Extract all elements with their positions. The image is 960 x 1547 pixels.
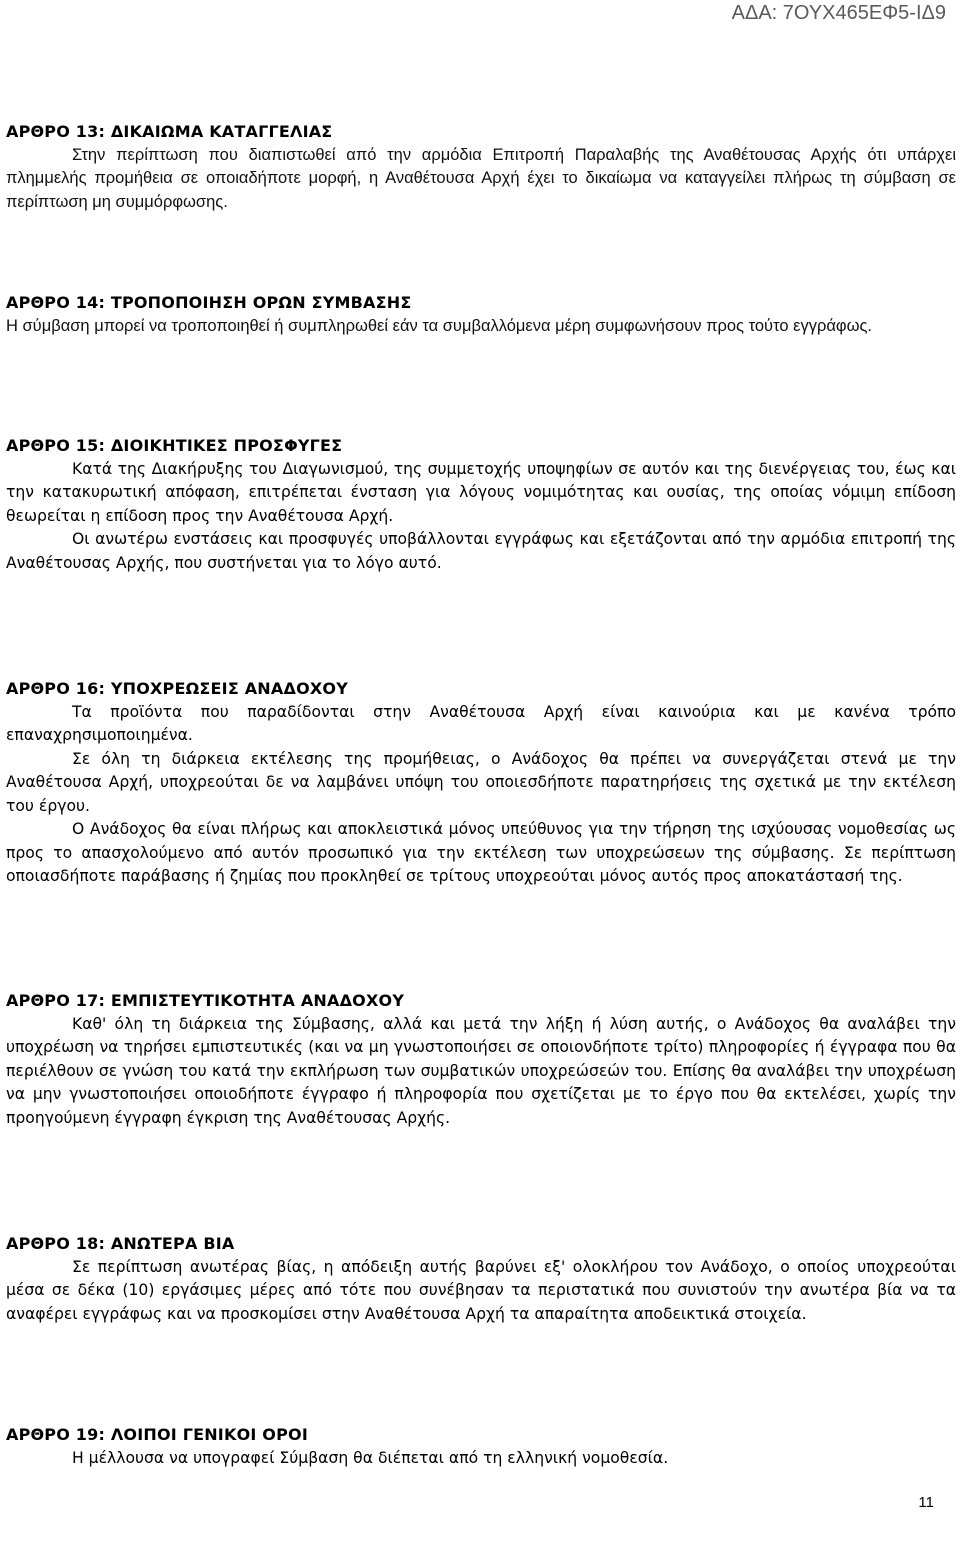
article-18	[6, 1232, 956, 1326]
ada-code: ΑΔΑ: 7ΟΥΧ465ΕΦ5-ΙΔ9	[731, 2, 946, 24]
article-16-paragraph-2: Σε όλη τη διάρκεια εκτέλεσης της προμήθειας, ο Ανάδοχος θα πρέπει να συνεργάζεται στενά με την Αναθέτουσα Αρχή, υποχρεούται δε να λαμβάνει υπόψη του οποιεσδήποτε παρατηρήσεις της σχετικά με την εκτέλεση του έργου.	[6, 749, 956, 815]
article-13	[6, 120, 956, 214]
article-16-paragraph-3: Ο Ανάδοχος θα είναι πλήρως και αποκλειστικά μόνος υπεύθυνος για την τήρηση της ισχύουσας νομοθεσίας ως προς το απασχολούμενο από αυτόν προσωπικό για την εκτέλεση των υποχρεώσεων της σύμβασης. Σε περίπτωση οποιασδήποτε παράβασης ή ζημίας που προκληθεί σε τρίτους υποχρεούται μόνος αυτός προς αποκατάστασή της.	[6, 820, 956, 885]
article-19	[6, 1423, 956, 1470]
article-18-paragraph-1: Σε περίπτωση ανωτέρας βίας, η απόδειξη αυτής βαρύνει εξ' ολοκλήρου τον Ανάδοχο, ο οποίος υποχρεούται μέσα σε δέκα (10) εργάσιμες μέρες από τότε που συνέβησαν τα περιστατικά που συνιστούν την ανωτέρα βία να τα αναφέρει εγγράφως και να προσκομίσει στην Αναθέτουσα Αρχή τα απαραίτητα αποδεικτικά στοιχεία.	[6, 1257, 956, 1323]
article-19-paragraph-1: Η μέλλουσα να υπογραφεί Σύμβαση θα διέπεται από τη ελληνική νομοθεσία.	[72, 1448, 669, 1467]
article-16	[6, 677, 956, 889]
article-15-paragraph-2: Οι ανωτέρω ενστάσεις και προσφυγές υποβάλλονται εγγράφως και εξετάζονται από την αρμόδια επιτροπή της Αναθέτουσας Αρχής, που συστήνεται για το λόγο αυτό.	[6, 530, 956, 572]
article-17	[6, 989, 956, 1130]
article-16-paragraph-1: Τα προϊόντα που παραδίδονται στην Αναθέτουσα Αρχή είναι καινούρια και με κανένα τρόπο επαναχρησιμοποιημένα.	[6, 702, 956, 744]
article-14-paragraph-1: Η σύμβαση μπορεί να τροποποιηθεί ή συμπληρωθεί εάν τα συμβαλλόμενα μέρη συμφωνήσουν προς τούτο εγγράφως.	[6, 316, 873, 335]
page-number: 11	[918, 1494, 934, 1511]
article-13-title: ΑΡΘΡΟ 13: ΔΙΚΑΙΩΜΑ ΚΑΤΑΓΓΕΛΙΑΣ	[6, 122, 333, 141]
article-15	[6, 434, 956, 575]
article-18-title: ΑΡΘΡΟ 18: ΑΝΩΤΕΡΑ ΒΙΑ	[6, 1234, 235, 1253]
article-13-paragraph-1: Στην περίπτωση που διαπιστωθεί από την αρμόδια Επιτροπή Παραλαβής της Αναθέτουσας Αρχής ότι υπάρχει πλημμελής προμήθεια σε οποιαδήποτε μορφή, η Αναθέτουσα Αρχή έχει το δικαίωμα να καταγγείλει πλήρως τη σύμβαση σε περίπτωση μη συμμόρφωσης.	[6, 145, 956, 211]
article-17-title: ΑΡΘΡΟ 17: ΕΜΠΙΣΤΕΥΤΙΚΟΤΗΤΑ ΑΝΑΔΟΧΟΥ	[6, 991, 405, 1010]
article-19-title: ΑΡΘΡΟ 19: ΛΟΙΠΟΙ ΓΕΝΙΚΟΙ ΟΡΟΙ	[6, 1425, 308, 1444]
article-16-title: ΑΡΘΡΟ 16: ΥΠΟΧΡΕΩΣΕΙΣ ΑΝΑΔΟΧΟΥ	[6, 679, 348, 698]
article-15-paragraph-1: Κατά της Διακήρυξης του Διαγωνισμού, της συμμετοχής υποψηφίων σε αυτόν και της διενέργειας του, έως και την κατακυρωτική απόφαση, επιτρέπεται ένσταση για λόγους νομιμότητας και ουσίας, της οποίας νόμιμη επίδοση θεωρείται η επίδοση προς την Αναθέτουσα Αρχή.	[6, 459, 956, 525]
article-17-paragraph-1: Καθ' όλη τη διάρκεια της Σύμβασης, αλλά και μετά την λήξη ή λύση αυτής, ο Ανάδοχος θα αναλάβει την υποχρέωση να τηρήσει εμπιστευτικές (και να μη γνωστοποιήσει σε οποιονδήποτε τρίτο) πληροφορίες ή έγγραφα που θα περιέλθουν σε γνώση του κατά την εκπλήρωση των συμβατικών υποχρεώσεών του. Επίσης θα αναλάβει την υποχρέωση να μην γνωστοποιήσει οποιοδήποτε έγγραφο ή πληροφορία που σχετίζεται με το έργο που θα εκτελέσει, χωρίς την προηγούμενη έγγραφη έγκριση της Αναθέτουσας Αρχής.	[6, 1014, 956, 1127]
article-14	[6, 291, 956, 338]
article-14-title: ΑΡΘΡΟ 14: ΤΡΟΠΟΠΟΙΗΣΗ ΟΡΩΝ ΣΥΜΒΑΣΗΣ	[6, 293, 412, 312]
article-15-title: ΑΡΘΡΟ 15: ΔΙΟΙΚΗΤΙΚΕΣ ΠΡΟΣΦΥΓΕΣ	[6, 436, 343, 455]
